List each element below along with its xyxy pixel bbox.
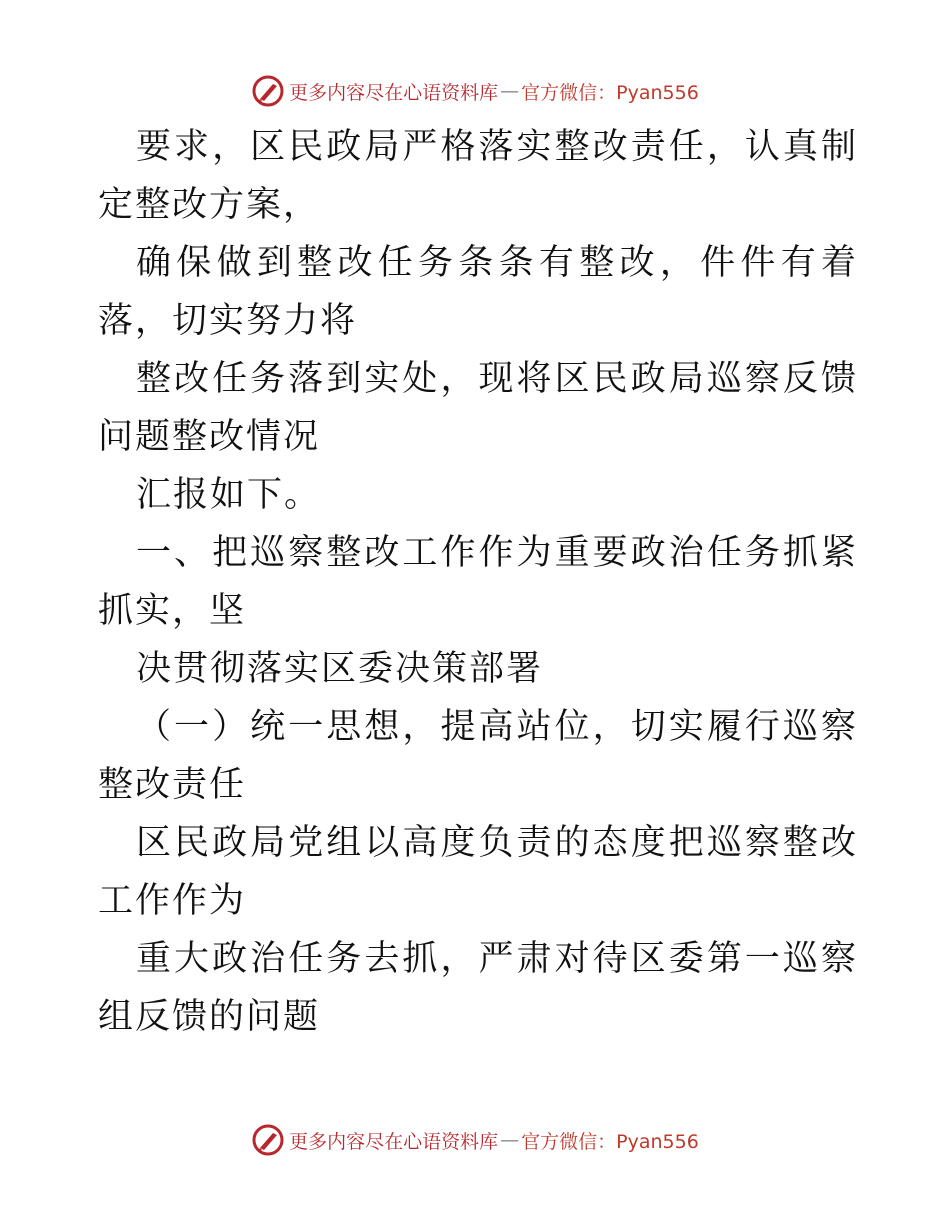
paragraph: 确保做到整改任务条条有整改，件件有着落，切实努力将 (98, 243, 858, 341)
banner-contact-text: 官方微信：Pyan556 (521, 1130, 699, 1153)
quill-pen-logo-icon (251, 1123, 285, 1157)
banner-site-text: 更多内容尽在心语资料库 (289, 1130, 499, 1153)
paragraph: 整改任务落到实处，现将区民政局巡察反馈问题整改情况 (98, 359, 858, 457)
paragraph: 汇报如下。 (136, 475, 322, 515)
footer-watermark-banner (0, 1120, 950, 1160)
banner-separator: — (500, 80, 520, 102)
banner-separator: — (500, 1129, 520, 1151)
header-watermark-banner (0, 71, 950, 111)
quill-pen-logo-icon (251, 74, 285, 108)
section-heading: 一、把巡察整改工作作为重要政治任务抓紧抓实，坚 (98, 533, 858, 631)
section-heading-continued: 决贯彻落实区委决策部署 (136, 649, 544, 689)
paragraph: 区民政局党组以高度负责的态度把巡察整改工作作为 (98, 823, 858, 921)
document-body (98, 118, 858, 1046)
banner-site-text: 更多内容尽在心语资料库 (289, 81, 499, 104)
paragraph: 要求，区民政局严格落实整改责任，认真制定整改方案， (98, 127, 858, 225)
banner-contact-text: 官方微信：Pyan556 (521, 81, 699, 104)
paragraph: 重大政治任务去抓，严肃对待区委第一巡察组反馈的问题 (98, 939, 858, 1037)
subsection-heading: （一）统一思想，提高站位，切实履行巡察整改责任 (98, 707, 858, 805)
